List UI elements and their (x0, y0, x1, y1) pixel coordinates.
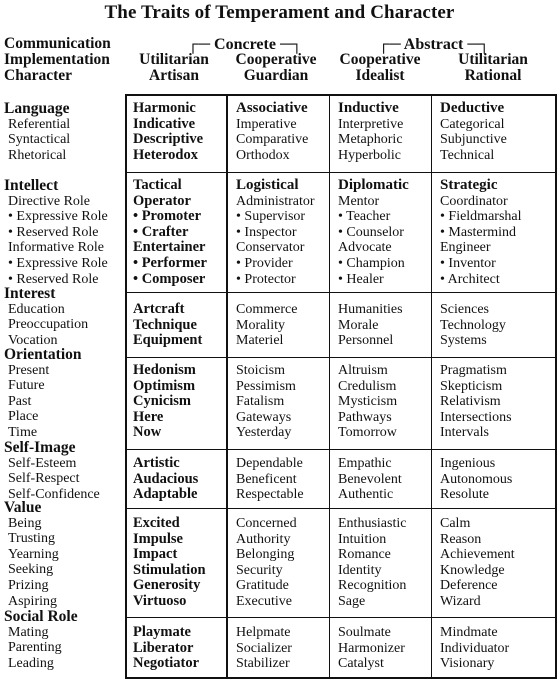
cell-line: Pathways (338, 409, 392, 425)
row-label: Vocation (8, 332, 58, 348)
cell-self-image-artisan (133, 456, 198, 503)
column-header-line: Utilitarian (139, 51, 209, 68)
cell-line: Visionary (440, 656, 495, 672)
cell-line: • Architect (440, 271, 500, 287)
cell-line: Intervals (440, 425, 489, 441)
cell-social-role-artisan (133, 625, 199, 672)
grid-line (226, 94, 228, 679)
row-label: Prizing (8, 577, 49, 593)
abstract-brace: ┌─ Abstract ─┐ (377, 36, 490, 53)
cell-line: Stimulation (133, 561, 206, 578)
cell-line: Now (133, 424, 162, 441)
grid-line (125, 508, 557, 509)
cell-line: Hedonism (133, 362, 196, 378)
cell-line: Systems (440, 333, 487, 349)
section-title: Value (4, 499, 42, 516)
cell-line: Fatalism (236, 394, 285, 410)
cell-value-idealist (338, 516, 406, 610)
cell-intellect-artisan (133, 178, 207, 287)
row-label: Time (8, 424, 38, 440)
row-label-interest (4, 286, 88, 348)
cell-line: Hyperbolic (338, 147, 401, 163)
cell-line: • Counselor (338, 224, 404, 240)
cell-interest-artisan (133, 302, 202, 349)
row-label: • Reserved Role (8, 224, 99, 240)
page-title: The Traits of Temperament and Character (104, 2, 455, 23)
column-header-artisan (126, 52, 222, 84)
cell-value-artisan (133, 516, 206, 610)
cell-line: Mindmate (440, 625, 498, 640)
row-label: Syntactical (8, 132, 71, 148)
cell-title: Logistical (236, 177, 299, 193)
cell-line: Artistic (133, 455, 180, 471)
cell-line: Credulism (338, 378, 397, 394)
cell-line: Adaptable (133, 486, 198, 503)
cell-line: • Supervisor (236, 209, 306, 225)
cell-line: • Inspector (236, 224, 297, 240)
cell-interest-guardian (236, 302, 297, 349)
cell-line: Ingenious (440, 456, 496, 471)
cell-line: Engineer (440, 240, 491, 256)
section-title: Self-Image (4, 439, 76, 456)
cell-line: Mysticism (338, 394, 398, 410)
cell-language-idealist (338, 101, 403, 163)
cell-line: • Performer (133, 254, 207, 271)
cell-line: Authority (236, 531, 291, 547)
row-label: Leading (8, 655, 54, 671)
row-label: Trusting (8, 531, 55, 547)
row-label: • Expressive Role (8, 209, 108, 225)
row-label-intellect (4, 178, 108, 287)
cell-line: Relativism (440, 394, 501, 410)
cell-line: Comparative (236, 132, 309, 148)
row-label: Yearning (8, 546, 59, 562)
cell-line: • Teacher (338, 209, 391, 225)
cell-line: • Champion (338, 255, 405, 271)
cell-intellect-guardian (236, 178, 315, 287)
cell-line: Indicative (133, 115, 196, 132)
row-label: Directive Role (8, 193, 91, 209)
cell-social-role-guardian (236, 625, 292, 672)
row-label: Mating (8, 624, 49, 640)
cell-language-guardian (236, 101, 308, 163)
abstract-label: Abstract (403, 36, 464, 53)
row-label-language (4, 101, 70, 163)
cell-line: Achievement (440, 547, 515, 563)
cell-line: Artcraft (133, 301, 185, 317)
row-label: Self-Confidence (8, 486, 100, 502)
cell-orientation-rational (440, 363, 512, 441)
cell-orientation-idealist (338, 363, 397, 441)
cell-line: Yesterday (236, 425, 292, 441)
cell-line: Resolute (440, 487, 489, 503)
cell-line: Respectable (236, 487, 304, 503)
cell-line: Enthusiastic (338, 516, 407, 531)
section-title: Language (4, 100, 70, 117)
cell-intellect-idealist (338, 178, 409, 287)
cell-line: Virtuoso (133, 592, 187, 609)
row-label: Aspiring (8, 593, 57, 609)
cell-line: Generosity (133, 577, 201, 594)
row-label-orientation (4, 347, 82, 441)
cell-line: Personnel (338, 333, 394, 349)
column-header-line: Guardian (243, 67, 309, 84)
row-label: Present (8, 362, 50, 378)
cell-line: Negotiator (133, 655, 200, 672)
cell-line: Reason (440, 531, 482, 547)
column-header-line: Cooperative (339, 51, 421, 68)
column-header-line: Cooperative (235, 51, 317, 68)
row-label: Parenting (8, 640, 62, 656)
cell-line: Entertainer (133, 239, 206, 256)
cell-title: Associative (236, 100, 308, 116)
cell-line: Authentic (338, 487, 394, 503)
grid-line (329, 94, 330, 679)
cell-line: Here (133, 408, 164, 425)
row-label: Informative Role (8, 240, 105, 256)
cell-line: Sage (338, 593, 366, 609)
cell-social-role-rational (440, 625, 509, 672)
cell-line: Humanities (338, 302, 403, 317)
cell-line: Deference (440, 578, 498, 594)
column-header-guardian (226, 52, 326, 84)
cell-line: Security (236, 562, 283, 578)
grid-line (125, 449, 557, 450)
cell-line: • Composer (133, 270, 206, 287)
column-header-idealist (330, 52, 430, 84)
cell-line: Technique (133, 316, 197, 333)
cell-line: Categorical (440, 116, 505, 132)
row-label: Future (8, 378, 45, 394)
row-label: Rhetorical (8, 147, 67, 163)
cell-line: Benevolent (338, 471, 402, 487)
row-label: Self-Esteem (8, 455, 77, 471)
cell-line: Morality (236, 317, 285, 333)
cell-line: Audacious (133, 470, 199, 487)
cell-self-image-guardian (236, 456, 304, 503)
cell-line: Morale (338, 317, 379, 333)
cell-value-guardian (236, 516, 297, 610)
grid-line (125, 172, 557, 173)
cell-line: • Crafter (133, 223, 189, 240)
cell-line: Interpretive (338, 116, 404, 132)
section-title: Orientation (4, 346, 82, 363)
cell-line: Tomorrow (338, 425, 397, 441)
cell-line: Wizard (440, 593, 481, 609)
row-label: Preoccupation (8, 317, 89, 333)
cell-line: Heterodox (133, 146, 198, 163)
header-left-line: Implementation (4, 51, 110, 68)
cell-line: • Fieldmarshal (440, 209, 522, 225)
cell-line: Equipment (133, 332, 203, 349)
cell-title: Strategic (440, 177, 498, 193)
header-left-line: Communication (4, 35, 111, 52)
cell-line: Empathic (338, 456, 392, 471)
cell-interest-rational (440, 302, 506, 349)
cell-line: Pragmatism (440, 363, 507, 378)
column-header-line: Rational (464, 67, 522, 84)
column-header-line: Idealist (355, 67, 405, 84)
cell-line: Mentor (338, 193, 380, 209)
section-title: Interest (4, 285, 56, 302)
cell-line: Intuition (338, 531, 387, 547)
grid-line (125, 677, 557, 679)
cell-line: Conservator (236, 240, 305, 256)
cell-line: Imperative (236, 116, 297, 132)
cell-line: Subjunctive (440, 132, 507, 148)
row-label: Being (8, 515, 42, 531)
cell-line: • Protector (236, 271, 296, 287)
header-left (4, 36, 111, 84)
section-title: Social Role (4, 608, 78, 625)
cell-line: Gateways (236, 409, 292, 425)
cell-line: Belonging (236, 547, 295, 563)
grid-line (125, 617, 557, 618)
grid-line (125, 357, 557, 358)
row-label: Self-Respect (8, 471, 80, 487)
column-header-line: Artisan (149, 67, 199, 84)
cell-language-artisan (133, 101, 203, 163)
cell-line: Executive (236, 593, 292, 609)
cell-line: Catalyst (338, 656, 384, 672)
cell-line: Orthodox (236, 147, 290, 163)
cell-line: Autonomous (440, 471, 513, 487)
concrete-label: Concrete (214, 36, 276, 53)
cell-line: • Mastermind (440, 224, 517, 240)
cell-orientation-artisan (133, 363, 196, 441)
cell-line: Helpmate (236, 625, 291, 640)
cell-self-image-idealist (338, 456, 402, 503)
row-label: • Expressive Role (8, 255, 108, 271)
concrete-brace: ┌─ Concrete ─┐ (187, 36, 303, 53)
row-label: Referential (8, 116, 71, 132)
cell-self-image-rational (440, 456, 512, 503)
row-label-value (4, 500, 59, 609)
grid-line (555, 94, 557, 679)
cell-title: Deductive (440, 100, 505, 116)
cell-line: Playmate (133, 624, 191, 640)
cell-line: Optimism (133, 377, 196, 394)
cell-line: Technology (440, 317, 506, 333)
cell-value-rational (440, 516, 515, 610)
column-header-rational (434, 52, 552, 84)
cell-line: Tactical (133, 177, 182, 193)
cell-line: • Promoter (133, 208, 202, 225)
row-label: Education (8, 301, 65, 317)
row-label: Past (8, 393, 32, 409)
cell-interest-idealist (338, 302, 403, 349)
cell-line: Excited (133, 515, 180, 531)
cell-line: Sciences (440, 302, 489, 317)
cell-line: Harmonizer (338, 640, 405, 656)
cell-line: Identity (338, 562, 382, 578)
cell-line: Stoicism (236, 363, 286, 378)
grid-line (125, 94, 557, 96)
cell-line: Dependable (236, 456, 303, 471)
cell-line: Calm (440, 516, 471, 531)
cell-language-rational (440, 101, 507, 163)
cell-line: Impulse (133, 530, 183, 547)
cell-line: Harmonic (133, 100, 196, 116)
cell-line: Technical (440, 147, 495, 163)
grid-line (125, 292, 557, 293)
cell-line: Soulmate (338, 625, 391, 640)
cell-line: Advocate (338, 240, 392, 256)
cell-line: Gratitude (236, 578, 289, 594)
cell-line: Beneficent (236, 471, 297, 487)
row-label-self-image (4, 440, 100, 502)
cell-line: Metaphoric (338, 132, 403, 148)
cell-line: Cynicism (133, 393, 191, 410)
cell-line: Intersections (440, 409, 512, 425)
column-header-line: Utilitarian (458, 51, 528, 68)
cell-intellect-rational (440, 178, 522, 287)
row-label: Seeking (8, 562, 54, 578)
cell-line: Operator (133, 192, 191, 209)
cell-line: Altruism (338, 363, 388, 378)
cell-line: Coordinator (440, 193, 508, 209)
cell-line: • Provider (236, 255, 293, 271)
cell-orientation-guardian (236, 363, 296, 441)
cell-line: Materiel (236, 333, 284, 349)
grid-line (125, 94, 127, 679)
cell-social-role-idealist (338, 625, 405, 672)
row-label-social-role (4, 609, 78, 671)
section-title: Intellect (4, 177, 59, 194)
cell-line: Descriptive (133, 131, 204, 148)
cell-line: Stabilizer (236, 656, 290, 672)
cell-line: Administrator (236, 193, 315, 209)
cell-line: Individuator (440, 640, 510, 656)
cell-line: Liberator (133, 639, 194, 656)
cell-title: Diplomatic (338, 177, 409, 193)
grid-line (431, 94, 432, 679)
row-label: Place (8, 409, 39, 425)
row-label: • Reserved Role (8, 271, 99, 287)
cell-line: Skepticism (440, 378, 503, 394)
cell-line: Impact (133, 546, 178, 563)
cell-line: Concerned (236, 516, 297, 531)
cell-line: Commerce (236, 302, 298, 317)
cell-line: Knowledge (440, 562, 505, 578)
cell-title: Inductive (338, 100, 399, 116)
cell-line: Socializer (236, 640, 292, 656)
cell-line: • Inventor (440, 255, 496, 271)
header-left-line: Character (4, 67, 72, 84)
cell-line: Recognition (338, 578, 407, 594)
cell-line: • Healer (338, 271, 384, 287)
cell-line: Pessimism (236, 378, 296, 394)
cell-line: Romance (338, 547, 391, 563)
